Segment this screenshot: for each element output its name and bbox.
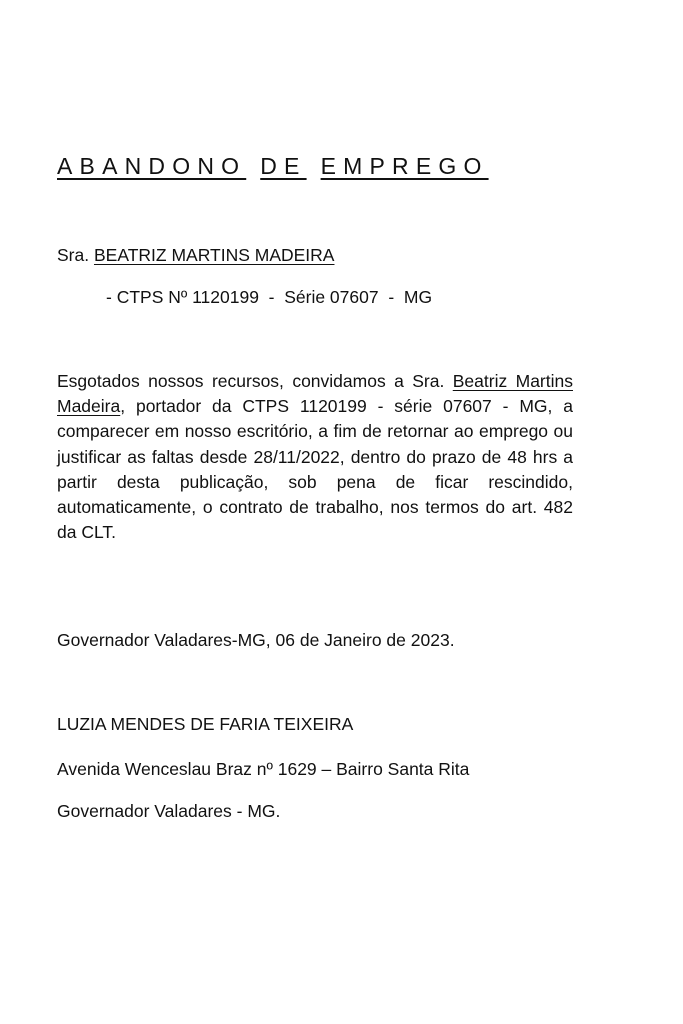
signatory-address: Avenida Wenceslau Braz nº 1629 – Bairro Santa Rita (57, 759, 470, 779)
addressee-prefix: Sra. (57, 245, 90, 265)
signatory-name: LUZIA MENDES DE FARIA TEIXEIRA (57, 714, 354, 734)
title-word-de: DE (260, 153, 307, 179)
document-title (57, 153, 489, 180)
ctps-line: - CTPS Nº 1120199 - Série 07607 - MG (106, 287, 433, 307)
title-word-abandono: ABANDONO (57, 153, 247, 179)
addressee-line (57, 245, 334, 266)
body-name-underlined: Beatriz Martins Madeira (57, 371, 573, 417)
addressee-name: BEATRIZ MARTINS MADEIRA (93, 245, 335, 265)
signatory-city: Governador Valadares - MG. (57, 801, 281, 821)
body-part1: Esgotados nossos recursos, convidamos a Sra. (57, 371, 445, 391)
date-line: Governador Valadares-MG, 06 de Janeiro de 2023. (57, 630, 455, 650)
body-part2: , portador da CTPS 1120199 - série 07607 - MG, a comparecer em nosso escritório, a fim de retornar ao emprego ou justificar as faltas desde 28/11/2022, dentro do prazo de 48 hrs a partir desta publicação, sob pena de ficar rescindido, automaticamente, o contrato de trabalho, nos termos do art. 482 da CLT. (57, 396, 573, 543)
title-word-emprego: EMPREGO (320, 153, 489, 179)
body-paragraph (57, 369, 573, 545)
